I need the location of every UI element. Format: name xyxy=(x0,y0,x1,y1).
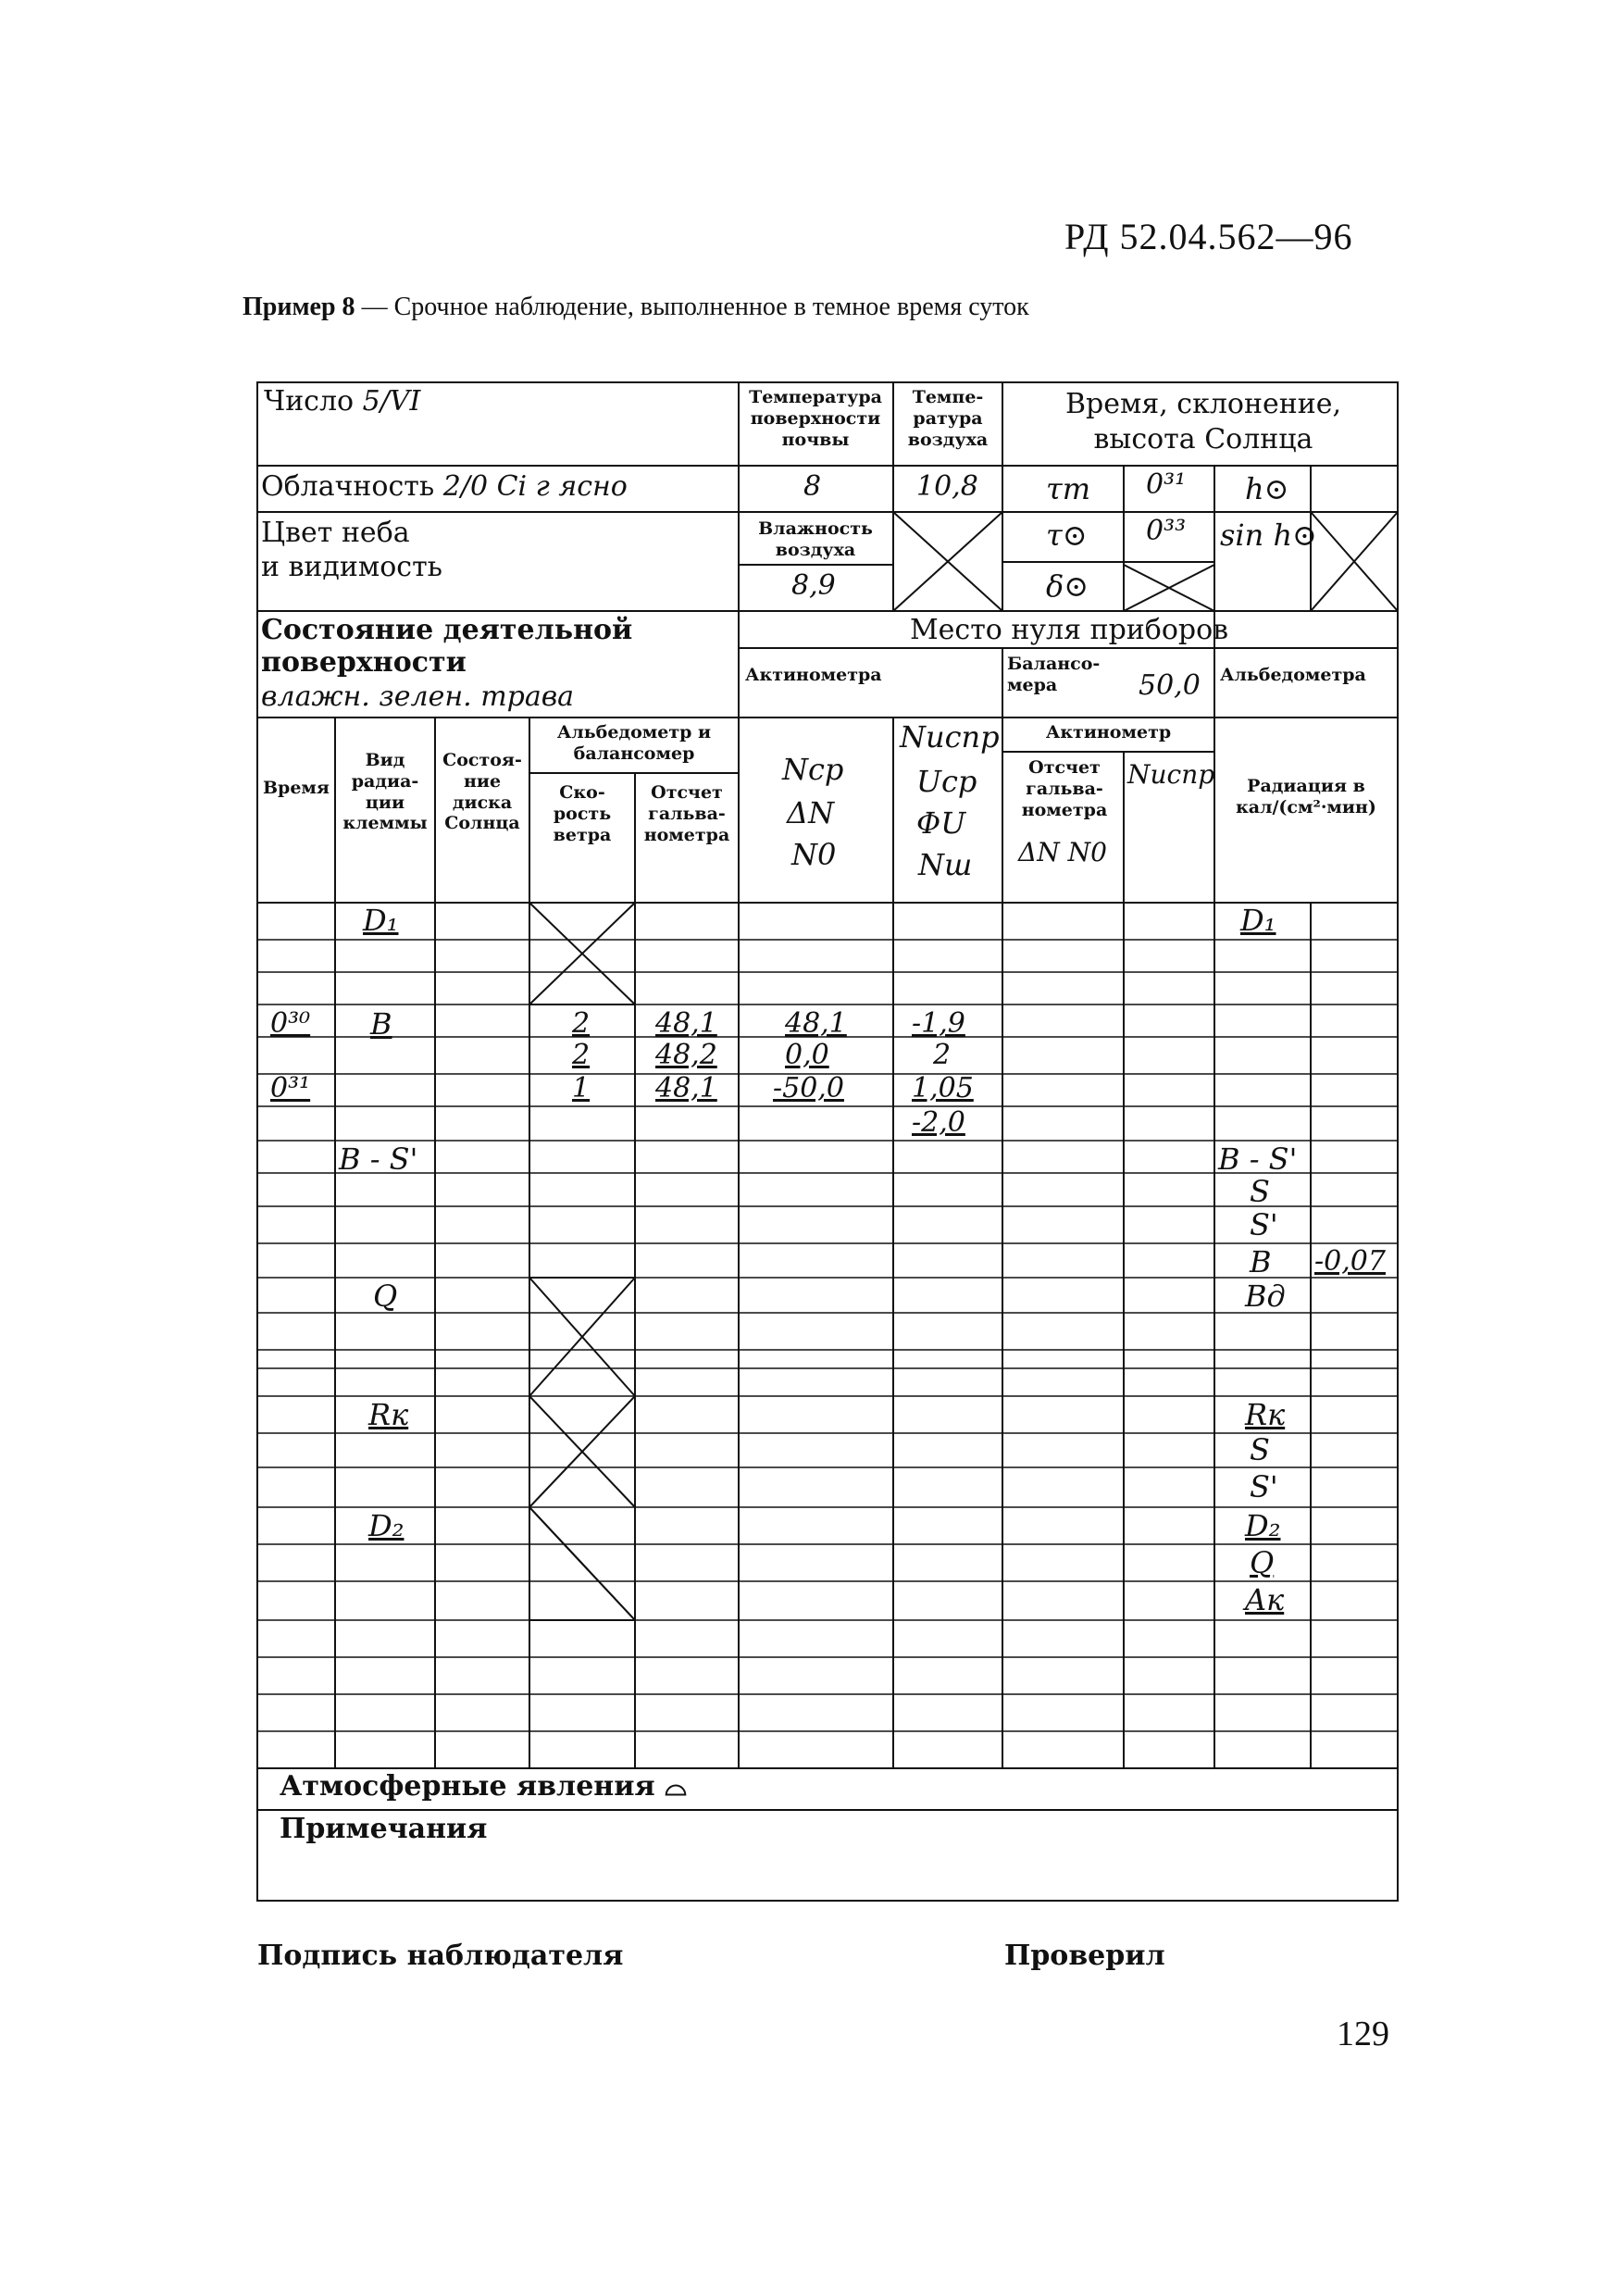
cloud-label: Облачность xyxy=(261,470,435,503)
zero-header: Место нуля приборов xyxy=(909,614,1229,646)
air-temp-value: 10,8 xyxy=(916,470,978,503)
col-act-dn-n0: ΔN N0 xyxy=(1018,837,1107,867)
col-ucp: Uср xyxy=(916,764,977,799)
right-d2: D₂ xyxy=(1245,1508,1281,1543)
day-value: 5/VI xyxy=(362,385,421,418)
right-s-prime-1: S' xyxy=(1250,1207,1278,1242)
cloud-field xyxy=(261,472,628,502)
phenomena-label: Атмосферные явления xyxy=(280,1770,655,1803)
humidity-value: 8,9 xyxy=(791,569,836,602)
col-ncp: Nср xyxy=(782,752,844,787)
col-nsh: Nш xyxy=(918,847,973,882)
col-phi: ΦU xyxy=(916,805,966,841)
day-field xyxy=(264,387,420,417)
ncp-2: 0,0 xyxy=(785,1039,829,1071)
col-alb-bal: Альбедометр и балансомер xyxy=(556,722,712,764)
delta-sun-label: δ⊙ xyxy=(1046,568,1089,604)
surface-label-1: Состояние деятельной xyxy=(261,614,633,646)
right-ak: Aк xyxy=(1245,1582,1285,1617)
tau-m-value: 0³¹ xyxy=(1146,468,1187,501)
col-act-galv: Отсчет гальва-нометра xyxy=(1021,757,1108,820)
nispr-2: 2 xyxy=(933,1039,952,1071)
cloud-value: 2/0 Ci г ясно xyxy=(442,470,628,503)
air-temp-header: Темпе-ратура воздуха xyxy=(907,387,989,450)
right-s-2: S xyxy=(1250,1432,1270,1467)
phenomena-symbol: ⌓ xyxy=(665,1770,687,1803)
col-n0: N0 xyxy=(791,837,837,872)
albedometer-label: Альбедометра xyxy=(1220,665,1366,685)
wind-2: 2 xyxy=(572,1039,591,1071)
galv-2: 48,2 xyxy=(655,1039,717,1071)
time-1: 0³⁰ xyxy=(270,1007,311,1040)
actinometer-label: Актинометра xyxy=(745,665,882,685)
example-label: Пример 8 xyxy=(243,293,355,321)
col-nispr: Nиспр xyxy=(900,719,1000,755)
row-rk-label: Rк xyxy=(368,1397,409,1432)
col-wind: Ско-рость ветра xyxy=(553,782,612,845)
balance-value: 50,0 xyxy=(1139,669,1201,702)
h-sun-label: h⊙ xyxy=(1245,471,1289,506)
nispr-3: 1,05 xyxy=(912,1072,974,1104)
surface-value: влажн. зелен. трава xyxy=(261,680,575,713)
nispr-1: -1,9 xyxy=(912,1007,965,1040)
row-d1-label: D₁ xyxy=(363,903,399,938)
row-b-label: B xyxy=(370,1006,392,1042)
tau-sun-value: 0³³ xyxy=(1146,515,1187,547)
col-dn: ΔN xyxy=(787,795,835,830)
surface-label-2: поверхности xyxy=(261,646,467,679)
right-s-1: S xyxy=(1250,1174,1270,1209)
nispr-4: -2,0 xyxy=(912,1106,965,1139)
right-q: Q xyxy=(1250,1545,1275,1580)
notes-label: Примечания xyxy=(280,1813,488,1845)
col-act-nispr: Nиспр xyxy=(1127,759,1215,790)
col-galv: Отсчет гальва-нометра xyxy=(643,782,730,845)
galv-1: 48,1 xyxy=(655,1007,717,1040)
document-code: РД 52.04.562—96 xyxy=(1064,216,1353,257)
right-bs: B - S' xyxy=(1218,1142,1298,1177)
tau-sun-label: τ⊙ xyxy=(1046,518,1088,553)
ncp-1: 48,1 xyxy=(785,1007,847,1040)
time-2: 0³¹ xyxy=(270,1072,311,1104)
col-sun-disk: Состоя-ние диска Солнца xyxy=(442,750,522,834)
balance-header: Балансо-мера xyxy=(1007,654,1101,695)
observer-signature-label: Подпись наблюдателя xyxy=(257,1940,624,1972)
ncp-3: -50,0 xyxy=(773,1072,844,1104)
right-bd: Bд xyxy=(1245,1279,1286,1314)
wind-3: 1 xyxy=(572,1072,591,1104)
right-rk: Rк xyxy=(1245,1397,1286,1432)
row-q-label: Q xyxy=(373,1279,398,1314)
sky-label: Цвет неба xyxy=(261,517,410,549)
right-b: B xyxy=(1250,1244,1272,1279)
right-d1: D₁ xyxy=(1240,903,1276,938)
day-label: Число xyxy=(264,385,355,418)
checked-label: Проверил xyxy=(1004,1940,1165,1972)
page-number: 129 xyxy=(1337,2015,1389,2053)
col-act-header: Актинометр xyxy=(1045,722,1172,742)
galv-3: 48,1 xyxy=(655,1072,717,1104)
tau-m-label: τm xyxy=(1046,471,1091,506)
col-rad-type: Вид радиа-ции клеммы xyxy=(342,750,428,834)
right-b-value: -0,07 xyxy=(1314,1245,1386,1278)
phenomena-field xyxy=(280,1772,687,1802)
sin-h-label: sin h⊙ xyxy=(1220,518,1317,553)
row-bs-label: B - S' xyxy=(339,1142,418,1177)
soil-temp-header: Температура поверхности почвы xyxy=(749,387,882,450)
col-radiation: Радиация в кал/(см²·мин) xyxy=(1236,776,1376,817)
example-text: — Срочное наблюдение, выполненное в темное время суток xyxy=(355,293,1029,321)
soil-temp-value: 8 xyxy=(803,470,822,503)
right-s-prime-2: S' xyxy=(1250,1469,1278,1504)
visibility-label: и видимость xyxy=(261,551,443,583)
col-time: Время xyxy=(263,778,330,798)
sun-header: Время, склонение, высота Солнца xyxy=(1064,388,1342,455)
wind-1: 2 xyxy=(572,1007,591,1040)
humidity-header: Влажность воздуха xyxy=(758,518,873,560)
row-d2-label: D₂ xyxy=(368,1508,404,1543)
